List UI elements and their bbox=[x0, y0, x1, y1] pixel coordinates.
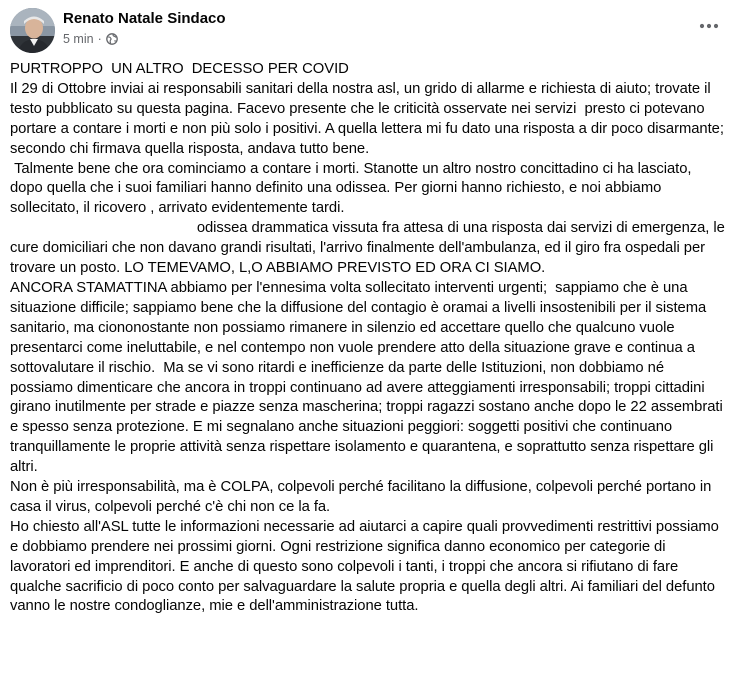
avatar-image bbox=[10, 8, 55, 53]
post-body bbox=[10, 60, 729, 617]
author-name[interactable]: Renato Natale Sindaco bbox=[63, 10, 226, 27]
post-paragraph: ANCORA STAMATTINA abbiamo per l'ennesima volta sollecitato interventi urgenti; sappiamo che è una situazione difficile; sappiamo bene che la diffusione del contagio è oramai a livelli insostenibili per il sistema sanitario, ma ciononostante non possiamo rimanere in silenzio ed accettare quello che qualcuno vuole presentarci come ineluttabile, e nel contempo non vuole prendere atto della situazione grave e continua a sottovalutare il rischio. Ma se vi sono ritardi e inefficienze da parte delle Istituzioni, non dobbiamo né possiamo dimenticare che ancora in troppi continuano ad avere atteggiamenti irresponsabili; troppi cittadini girano inutilmente per strade e piazze senza mascherina; troppi ragazzi sostano anche dopo le 22 assembrati e spesso senza protezione. E mi segnalano anche situazioni peggiori: soggetti positivi che continuano tranquillamente le proprie attività senza rispettare isolamento e quarantena, e soprattutto senza rispettare gli altri. bbox=[10, 279, 727, 476]
post-paragraph: Talmente bene che ora cominciamo a contare i morti. Stanotte un altro nostro concittadino ci ha lasciato, dopo quella che i suoi familiari hanno definito una odissea. Per giorni hanno richiesto, e noi abbiamo sollecitato, il ricovero , arrivato evidentemente tardi. bbox=[10, 160, 696, 217]
globe-icon[interactable] bbox=[106, 33, 118, 45]
meta-separator: · bbox=[97, 32, 102, 46]
post-paragraph: Il 29 di Ottobre inviai ai responsabili sanitari della nostra asl, un grido di allarme e richiesta di aiuto; trovate il testo pubblicato su questa pagina. Facevo presente che le criticità osservate nei servizi presto ci potevano portare a contare i morti e non più solo i positivi. A quella lettera mi fu dato una risposta a dir poco disarmante; secondo chi firmava quella risposta, andava tutto bene. bbox=[10, 80, 728, 157]
more-options-icon[interactable] bbox=[695, 12, 723, 40]
post-header bbox=[10, 8, 725, 54]
timestamp[interactable]: 5 min bbox=[63, 32, 94, 46]
post-meta bbox=[63, 32, 118, 46]
post-paragraph: odissea drammatica vissuta fra attesa di una risposta dai servizi di emergenza, le cure domiciliari che non davano grandi risultati, l'arrivo finalmente dell'ambulanza, ed il giro fra ospedali per trovare un posto. LO TEMEVAMO, L,O ABBIAMO PREVISTO ED ORA CI SIAMO. bbox=[10, 220, 729, 277]
avatar[interactable] bbox=[10, 8, 55, 53]
post-paragraph: Non è più irresponsabilità, ma è COLPA, colpevoli perché facilitano la diffusione, colpevoli perché portano in casa il virus, colpevoli perché c'è chi non ce la fa. bbox=[10, 479, 716, 515]
post-paragraph: PURTROPPO UN ALTRO DECESSO PER COVID bbox=[10, 61, 349, 77]
post-paragraph: Ho chiesto all'ASL tutte le informazioni necessarie ad aiutarci a capire quali provvedimenti restrittivi possiamo e dobbiamo prendere nei prossimi giorni. Ogni restrizione significa danno economico per categorie di lavoratori ed imprenditori. E anche di questo sono colpevoli i tanti, i troppi che ancora si rifiutano di fare qualche sacrificio di poco conto per salvaguardare la salute propria e quella degli altri. Ai familiari del defunto vanno le nostre condoglianze, mie e dell'amministrazione tutta. bbox=[10, 518, 723, 615]
